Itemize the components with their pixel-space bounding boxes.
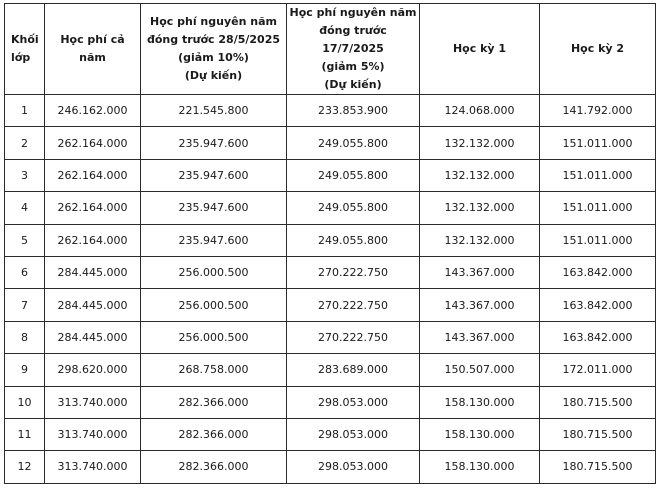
prepay-may-cell: 235.947.600 <box>141 127 287 159</box>
annual-fee-cell: 298.620.000 <box>45 354 141 386</box>
prepay-may-cell: 235.947.600 <box>141 192 287 224</box>
header-annual-fee: Học phí cả năm <box>45 4 141 95</box>
header-semester-2: Học kỳ 2 <box>540 4 656 95</box>
prepay-july-cell: 270.222.750 <box>287 289 420 321</box>
table-row <box>5 95 656 127</box>
semester-2-cell: 163.842.000 <box>540 256 656 288</box>
table-row <box>5 224 656 256</box>
semester-2-cell: 151.011.000 <box>540 192 656 224</box>
semester-2-cell: 163.842.000 <box>540 321 656 353</box>
grade-cell: 5 <box>5 224 45 256</box>
annual-fee-cell: 262.164.000 <box>45 224 141 256</box>
semester-2-cell: 172.011.000 <box>540 354 656 386</box>
prepay-may-cell: 282.366.000 <box>141 386 287 418</box>
semester-1-cell: 132.132.000 <box>420 127 540 159</box>
table-row <box>5 127 656 159</box>
semester-2-cell: 151.011.000 <box>540 127 656 159</box>
semester-2-cell: 180.715.500 <box>540 386 656 418</box>
semester-1-cell: 150.507.000 <box>420 354 540 386</box>
prepay-may-cell: 235.947.600 <box>141 159 287 191</box>
table-row <box>5 159 656 191</box>
annual-fee-cell: 262.164.000 <box>45 159 141 191</box>
grade-cell: 3 <box>5 159 45 191</box>
prepay-july-cell: 249.055.800 <box>287 127 420 159</box>
header-grade: Khối lớp <box>5 4 45 95</box>
prepay-may-cell: 256.000.500 <box>141 289 287 321</box>
grade-cell: 8 <box>5 321 45 353</box>
grade-cell: 4 <box>5 192 45 224</box>
semester-2-cell: 141.792.000 <box>540 95 656 127</box>
table-row <box>5 451 656 483</box>
annual-fee-cell: 313.740.000 <box>45 418 141 450</box>
header-prepay-may: Học phí nguyên năm đóng trước 28/5/2025 (giảm 10%) (Dự kiến) <box>141 4 287 95</box>
table-row <box>5 289 656 321</box>
prepay-july-cell: 270.222.750 <box>287 256 420 288</box>
prepay-may-cell: 256.000.500 <box>141 256 287 288</box>
header-row <box>5 4 656 95</box>
table-row <box>5 354 656 386</box>
table-row <box>5 386 656 418</box>
table-row <box>5 321 656 353</box>
annual-fee-cell: 262.164.000 <box>45 127 141 159</box>
semester-1-cell: 158.130.000 <box>420 451 540 483</box>
tuition-fee-table <box>4 3 656 484</box>
grade-cell: 11 <box>5 418 45 450</box>
annual-fee-cell: 313.740.000 <box>45 386 141 418</box>
prepay-july-cell: 249.055.800 <box>287 159 420 191</box>
table-body <box>5 95 656 484</box>
grade-cell: 10 <box>5 386 45 418</box>
grade-cell: 2 <box>5 127 45 159</box>
prepay-july-cell: 249.055.800 <box>287 224 420 256</box>
semester-1-cell: 124.068.000 <box>420 95 540 127</box>
grade-cell: 1 <box>5 95 45 127</box>
table-row <box>5 256 656 288</box>
grade-cell: 6 <box>5 256 45 288</box>
grade-cell: 9 <box>5 354 45 386</box>
semester-1-cell: 143.367.000 <box>420 289 540 321</box>
semester-2-cell: 180.715.500 <box>540 418 656 450</box>
grade-cell: 7 <box>5 289 45 321</box>
prepay-may-cell: 221.545.800 <box>141 95 287 127</box>
prepay-may-cell: 268.758.000 <box>141 354 287 386</box>
semester-1-cell: 132.132.000 <box>420 224 540 256</box>
annual-fee-cell: 246.162.000 <box>45 95 141 127</box>
prepay-may-cell: 282.366.000 <box>141 451 287 483</box>
table-header <box>5 4 656 95</box>
grade-cell: 12 <box>5 451 45 483</box>
header-semester-1: Học kỳ 1 <box>420 4 540 95</box>
semester-1-cell: 158.130.000 <box>420 418 540 450</box>
table-row <box>5 418 656 450</box>
prepay-july-cell: 270.222.750 <box>287 321 420 353</box>
semester-1-cell: 143.367.000 <box>420 256 540 288</box>
table-row <box>5 192 656 224</box>
semester-1-cell: 143.367.000 <box>420 321 540 353</box>
header-prepay-july: Học phí nguyên năm đóng trước 17/7/2025 (giảm 5%) (Dự kiến) <box>287 4 420 95</box>
annual-fee-cell: 284.445.000 <box>45 289 141 321</box>
semester-2-cell: 163.842.000 <box>540 289 656 321</box>
prepay-july-cell: 298.053.000 <box>287 386 420 418</box>
semester-2-cell: 180.715.500 <box>540 451 656 483</box>
semester-1-cell: 132.132.000 <box>420 159 540 191</box>
semester-2-cell: 151.011.000 <box>540 159 656 191</box>
prepay-july-cell: 298.053.000 <box>287 418 420 450</box>
prepay-july-cell: 283.689.000 <box>287 354 420 386</box>
semester-2-cell: 151.011.000 <box>540 224 656 256</box>
semester-1-cell: 158.130.000 <box>420 386 540 418</box>
prepay-july-cell: 233.853.900 <box>287 95 420 127</box>
annual-fee-cell: 284.445.000 <box>45 256 141 288</box>
annual-fee-cell: 313.740.000 <box>45 451 141 483</box>
prepay-may-cell: 235.947.600 <box>141 224 287 256</box>
prepay-july-cell: 298.053.000 <box>287 451 420 483</box>
prepay-may-cell: 256.000.500 <box>141 321 287 353</box>
annual-fee-cell: 262.164.000 <box>45 192 141 224</box>
semester-1-cell: 132.132.000 <box>420 192 540 224</box>
annual-fee-cell: 284.445.000 <box>45 321 141 353</box>
prepay-july-cell: 249.055.800 <box>287 192 420 224</box>
prepay-may-cell: 282.366.000 <box>141 418 287 450</box>
